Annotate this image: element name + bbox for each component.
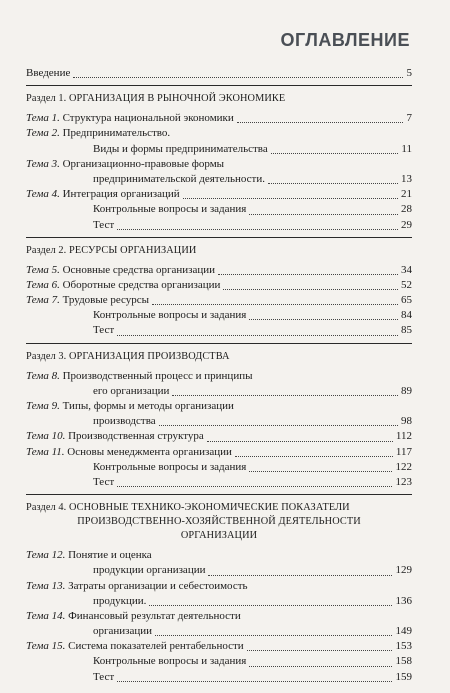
toc-entry-label bbox=[26, 609, 241, 624]
toc-theme-number: Тема 8. bbox=[26, 369, 60, 382]
toc-theme-number: Тема 7. bbox=[26, 294, 60, 307]
toc-entry-text: Контрольные вопросы и задания bbox=[93, 655, 247, 668]
toc-row bbox=[26, 218, 412, 233]
toc-theme-number: Тема 5. bbox=[26, 263, 60, 276]
toc-page-number: 52 bbox=[401, 278, 412, 291]
toc-theme-number: Тема 15. bbox=[26, 640, 66, 653]
toc-leader-dots bbox=[159, 425, 398, 426]
toc-entry-text: Тест bbox=[93, 475, 115, 488]
toc-entry-text: предпринимательской деятельности. bbox=[93, 172, 265, 185]
toc-leader-dots bbox=[117, 681, 392, 682]
toc-entry-label bbox=[93, 308, 246, 323]
section-heading: ОРГАНИЗАЦИИ bbox=[180, 530, 258, 542]
toc-row bbox=[26, 111, 412, 126]
toc-entry-text: Контрольные вопросы и задания bbox=[93, 309, 247, 322]
toc-page-number: 117 bbox=[395, 445, 412, 458]
toc-leader-dots bbox=[155, 635, 392, 636]
toc-entry-label: Введение bbox=[26, 67, 71, 79]
toc-entry-label bbox=[26, 126, 170, 141]
toc-row bbox=[26, 399, 412, 414]
toc-leader-dots bbox=[152, 304, 398, 305]
toc-row bbox=[26, 670, 412, 685]
toc-theme-number: Тема 12. bbox=[26, 549, 66, 562]
toc-leader-dots bbox=[271, 153, 398, 154]
toc-row bbox=[26, 460, 412, 475]
toc-row bbox=[26, 263, 412, 278]
toc-row bbox=[26, 293, 412, 308]
section-heading: ПРОИЗВОДСТВЕННО-ХОЗЯЙСТВЕННОЙ ДЕЯТЕЛЬНОСТИ bbox=[77, 516, 361, 528]
toc-page-number: 13 bbox=[401, 172, 412, 185]
toc-entry-text: продукции организации bbox=[93, 564, 206, 577]
toc-entry-text: Виды и формы предпринимательства bbox=[93, 142, 268, 155]
toc-page-number: 65 bbox=[401, 294, 412, 307]
toc-entry-label bbox=[26, 429, 204, 444]
table-of-contents bbox=[0, 66, 450, 685]
toc-entry-label bbox=[93, 563, 205, 578]
section-heading: Раздел 1. ОРГАНИЗАЦИЯ В РЫНОЧНОЙ ЭКОНОМИКЕ bbox=[26, 93, 286, 105]
toc-entry-text: Финансовый результат деятельности bbox=[68, 609, 241, 622]
toc-row bbox=[26, 172, 412, 187]
toc-row bbox=[26, 445, 412, 460]
section-heading: Раздел 4. ОСНОВНЫЕ ТЕХНИКО-ЭКОНОМИЧЕСКИЕ ПОКАЗАТЕЛИ bbox=[26, 502, 350, 514]
toc-page-number: 159 bbox=[395, 670, 412, 683]
toc-entry-label bbox=[93, 414, 156, 429]
toc-entry-text: Контрольные вопросы и задания bbox=[93, 460, 247, 473]
toc-leader-dots bbox=[149, 605, 392, 606]
toc-entry-label bbox=[26, 263, 215, 278]
toc-entry-text: организации bbox=[93, 625, 153, 638]
toc-entry-text: Интеграция организаций bbox=[62, 188, 180, 201]
toc-entry-label bbox=[93, 670, 114, 685]
toc-leader-dots bbox=[207, 441, 393, 442]
toc-page-number: 89 bbox=[401, 384, 412, 397]
toc-entry-text: Оборотные средства организации bbox=[62, 278, 221, 291]
toc-entry-label bbox=[93, 384, 169, 399]
toc-leader-dots bbox=[117, 229, 398, 230]
toc-entry-label bbox=[93, 654, 246, 669]
toc-entry-text: Типы, формы и методы организации bbox=[62, 400, 234, 412]
toc-entry-text: Основы менеджмента организации bbox=[67, 445, 232, 458]
toc-entry-label bbox=[93, 218, 114, 233]
toc-theme-number: Тема 10. bbox=[26, 430, 66, 443]
toc-row bbox=[26, 157, 412, 172]
toc-page-number: 7 bbox=[406, 112, 412, 125]
section-divider bbox=[26, 494, 412, 495]
toc-page-number: 28 bbox=[401, 203, 412, 216]
toc-entry-label bbox=[26, 639, 244, 654]
toc-theme-number: Тема 9. bbox=[26, 400, 60, 412]
toc-row bbox=[26, 202, 412, 217]
toc-entry-text: Производственная структура bbox=[68, 430, 204, 443]
toc-row bbox=[26, 323, 412, 338]
toc-entry-label bbox=[93, 142, 268, 157]
toc-leader-dots bbox=[208, 575, 392, 576]
toc-entry-text: его организации bbox=[93, 384, 170, 397]
toc-row bbox=[26, 654, 412, 669]
toc-row bbox=[26, 142, 412, 157]
toc-theme-number: Тема 1. bbox=[26, 112, 60, 125]
toc-leader-dots bbox=[218, 274, 398, 275]
toc-entry-label bbox=[93, 624, 152, 639]
toc-row bbox=[26, 624, 412, 639]
toc-entry-text: продукции. bbox=[93, 594, 147, 607]
toc-row bbox=[26, 126, 412, 141]
toc-theme-number: Тема 14. bbox=[26, 609, 66, 622]
toc-entry-label bbox=[26, 548, 152, 563]
toc-page-number: 5 bbox=[406, 67, 412, 79]
toc-leader-dots bbox=[268, 183, 398, 184]
toc-leader-dots bbox=[172, 395, 398, 396]
toc-leader-dots bbox=[235, 456, 393, 457]
toc-leader-dots bbox=[249, 214, 398, 215]
toc-entry-label bbox=[93, 594, 146, 609]
toc-leader-dots bbox=[73, 77, 403, 78]
toc-theme-number: Тема 11. bbox=[26, 445, 65, 458]
toc-entry-label bbox=[26, 157, 224, 172]
toc-theme-number: Тема 13. bbox=[26, 579, 66, 592]
toc-page-number: 85 bbox=[401, 324, 412, 337]
toc-leader-dots bbox=[223, 289, 398, 290]
toc-page-number: 122 bbox=[395, 460, 412, 473]
toc-row-intro bbox=[26, 66, 412, 81]
toc-entry-text: Основные средства организации bbox=[62, 263, 216, 276]
toc-page-number: 11 bbox=[401, 142, 412, 155]
toc-entry-label bbox=[93, 202, 246, 217]
toc-row bbox=[26, 475, 412, 490]
toc-leader-dots bbox=[117, 335, 398, 336]
toc-entry-text: Тест bbox=[93, 670, 115, 683]
toc-page-number: 21 bbox=[401, 188, 412, 201]
toc-entry-label bbox=[93, 475, 114, 490]
toc-entry-label bbox=[93, 460, 246, 475]
toc-page-number: 98 bbox=[401, 415, 412, 428]
toc-theme-number: Тема 4. bbox=[26, 188, 60, 201]
toc-row bbox=[26, 369, 412, 384]
toc-leader-dots bbox=[237, 122, 403, 123]
toc-entry-text: Система показателей рентабельности bbox=[68, 640, 244, 653]
toc-entry-label bbox=[26, 187, 180, 202]
toc-entry-label bbox=[93, 323, 114, 338]
toc-theme-number: Тема 3. bbox=[26, 157, 60, 170]
toc-row bbox=[26, 609, 412, 624]
toc-theme-number: Тема 6. bbox=[26, 278, 60, 291]
toc-leader-dots bbox=[183, 198, 398, 199]
toc-row bbox=[26, 548, 412, 563]
section-divider bbox=[26, 343, 412, 344]
toc-row bbox=[26, 594, 412, 609]
toc-page-number: 123 bbox=[395, 475, 412, 488]
toc-entry-text: Тест bbox=[93, 324, 115, 337]
toc-page-number: 84 bbox=[401, 309, 412, 322]
section-divider bbox=[26, 237, 412, 238]
toc-leader-dots bbox=[247, 650, 392, 651]
toc-page-number: 136 bbox=[395, 594, 412, 607]
section-divider bbox=[26, 85, 412, 86]
toc-entry-text: Понятие и оценка bbox=[68, 549, 152, 562]
toc-entry-label bbox=[26, 111, 234, 126]
toc-entry-label bbox=[26, 445, 232, 460]
toc-entry-text: Трудовые ресурсы bbox=[62, 294, 150, 307]
toc-page-number: 149 bbox=[395, 625, 412, 638]
toc-entry-label bbox=[93, 172, 265, 187]
toc-entry-label bbox=[26, 399, 234, 414]
toc-page-number: 153 bbox=[395, 640, 412, 653]
toc-leader-dots bbox=[249, 471, 392, 472]
toc-row bbox=[26, 639, 412, 654]
toc-page-number: 129 bbox=[395, 564, 412, 577]
section-heading: Раздел 3. ОРГАНИЗАЦИЯ ПРОИЗВОДСТВА bbox=[26, 350, 230, 362]
section-heading: Раздел 2. РЕСУРСЫ ОРГАНИЗАЦИИ bbox=[26, 244, 197, 256]
toc-entry-label bbox=[26, 278, 220, 293]
toc-row bbox=[26, 563, 412, 578]
toc-entry-text: Контрольные вопросы и задания bbox=[93, 203, 247, 216]
toc-row bbox=[26, 429, 412, 444]
toc-row bbox=[26, 278, 412, 293]
toc-theme-number: Тема 2. bbox=[26, 127, 60, 140]
toc-leader-dots bbox=[117, 486, 392, 487]
toc-page-number: 34 bbox=[401, 263, 412, 276]
toc-entry-text: Структура национальной экономики bbox=[62, 112, 234, 125]
toc-entry-text: Производственный процесс и принципы bbox=[62, 369, 253, 382]
toc-page-number: 112 bbox=[395, 430, 412, 443]
toc-entry-text: Предпринимательство. bbox=[62, 127, 171, 140]
toc-row bbox=[26, 579, 412, 594]
toc-page-number: 158 bbox=[395, 655, 412, 668]
toc-leader-dots bbox=[249, 666, 392, 667]
toc-entry-label bbox=[26, 293, 149, 308]
toc-row bbox=[26, 308, 412, 323]
toc-row bbox=[26, 187, 412, 202]
toc-entry-text: Затраты организации и себестоимость bbox=[68, 579, 248, 592]
toc-entry-label bbox=[26, 579, 248, 594]
toc-entry-text: Организационно-правовые формы bbox=[62, 157, 225, 170]
toc-leader-dots bbox=[249, 319, 398, 320]
toc-page-number: 29 bbox=[401, 218, 412, 231]
toc-row bbox=[26, 414, 412, 429]
toc-entry-text: Тест bbox=[93, 218, 115, 231]
toc-entry-text: производства bbox=[93, 415, 156, 428]
page-title: ОГЛАВЛЕНИЕ bbox=[280, 30, 410, 50]
toc-entry-label bbox=[26, 369, 252, 384]
toc-row bbox=[26, 384, 412, 399]
